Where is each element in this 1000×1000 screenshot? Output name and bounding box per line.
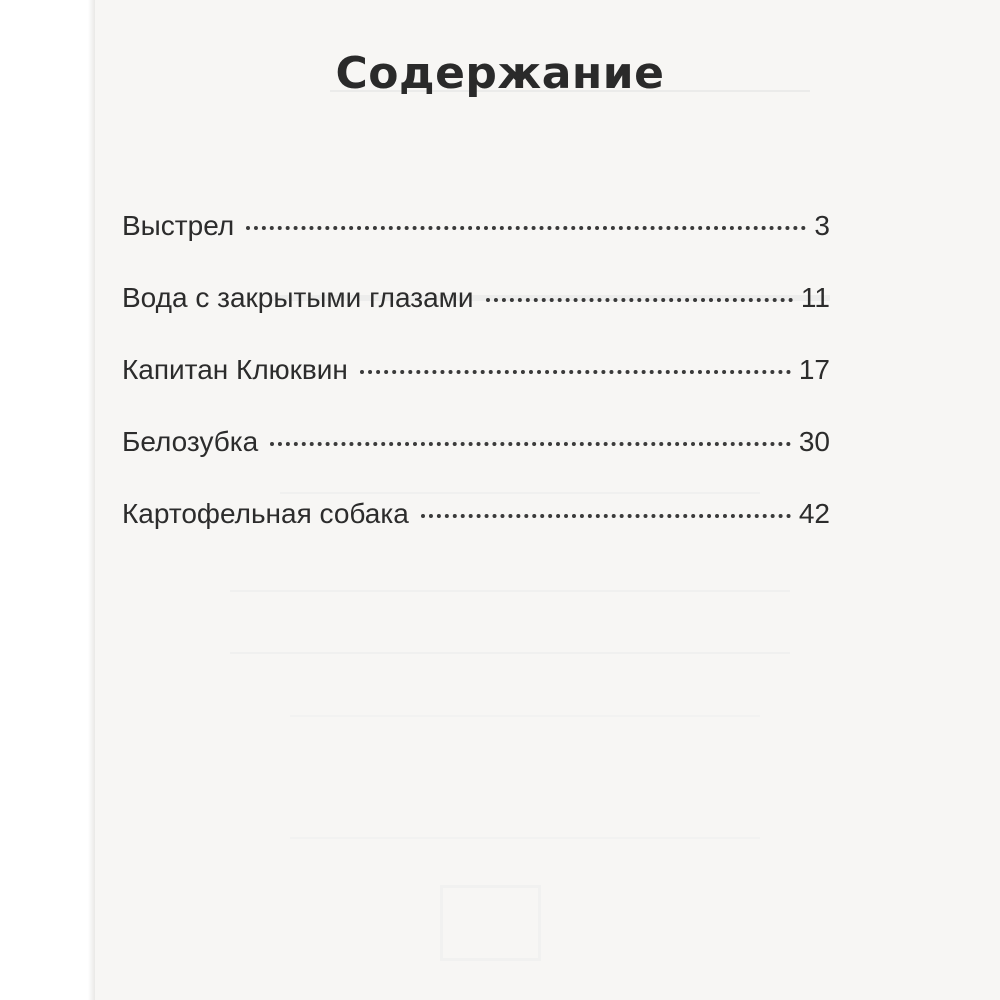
toc-entry [122, 354, 830, 426]
toc-dot-leader [270, 442, 791, 446]
toc-entry-title: Выстрел [122, 210, 235, 241]
bleed-through-logo [440, 885, 541, 961]
toc-entry [122, 210, 830, 282]
toc-entry-page: 30 [798, 426, 830, 457]
table-of-contents [122, 210, 830, 570]
toc-entry-page: 17 [798, 354, 830, 385]
toc-entry [122, 498, 830, 570]
bleed-through-decoration [290, 715, 760, 839]
toc-entry [122, 282, 830, 354]
toc-entry-page: 42 [798, 498, 830, 529]
toc-entry-title: Вода с закрытыми глазами [122, 282, 474, 313]
toc-entry [122, 426, 830, 498]
toc-dot-leader [486, 298, 793, 302]
toc-entry-title: Капитан Клюквин [122, 354, 348, 385]
toc-dot-leader [246, 226, 806, 230]
page-title: Содержание [335, 48, 665, 99]
bleed-through-decoration [230, 590, 790, 654]
toc-entry-title: Белозубка [122, 426, 259, 457]
toc-dot-leader [421, 514, 791, 518]
toc-entry-page: 3 [814, 210, 830, 241]
toc-entry-title: Картофельная собака [122, 498, 409, 529]
toc-dot-leader [360, 370, 791, 374]
page-edge [88, 0, 95, 1000]
toc-entry-page: 11 [800, 282, 830, 313]
